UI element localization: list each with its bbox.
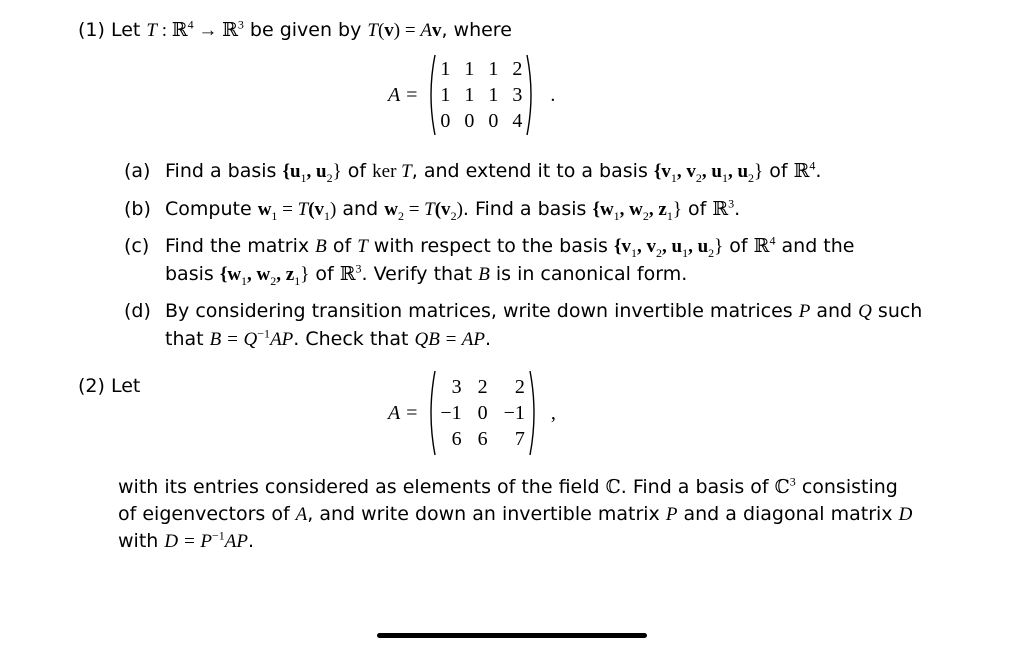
part-d-label: (d) — [124, 300, 151, 322]
part-d-text-line-1: By considering transition matrices, write down invertible matrices P and Q such — [165, 300, 923, 322]
matrix-entry: 0 — [464, 110, 475, 132]
matrix-entry: 3 — [512, 84, 523, 106]
matrix-a-1-entries — [440, 57, 522, 133]
matrix-entry: 0 — [440, 110, 451, 132]
problem-2-label: (2) — [78, 375, 105, 397]
matrix-entry: −1 — [503, 402, 525, 424]
matrix-entry: 0 — [477, 402, 488, 424]
matrix-a-1: A = 1 1 1 2 1 1 1 3 0 0 0 4 . — [388, 54, 555, 136]
matrix-entry: 4 — [512, 110, 523, 132]
matrix-entry: 2 — [477, 376, 488, 398]
part-c-label: (c) — [124, 235, 150, 257]
matrix-entry: 2 — [512, 58, 523, 80]
matrix-entry: 6 — [451, 428, 462, 450]
left-paren — [426, 370, 436, 456]
matrix-a-2: A = 3 2 2 −1 0 −1 6 6 7 , — [388, 370, 556, 456]
part-a-label: (a) — [124, 160, 151, 182]
matrix-entry: 1 — [464, 84, 475, 106]
right-paren — [526, 54, 536, 136]
part-b-label: (b) — [124, 198, 151, 220]
matrix-entry: 1 — [440, 84, 451, 106]
problem-2-intro: (2) Let — [78, 375, 141, 397]
matrix-entry: 7 — [514, 428, 525, 450]
home-indicator[interactable] — [377, 633, 647, 638]
part-c-text-line-1: Find the matrix B of T with respect to the basis {$v_1$, $v_2$, $u_1$, $u_2$} of ℝ$^4$ and the — [165, 233, 855, 260]
problem-1-label: (1) — [78, 19, 105, 41]
matrix-entry: 1 — [440, 58, 451, 80]
problem-1-intro: (1) Let T : ℝ$^4$ → ℝ$^3$ be given by T(v) = Av, where — [78, 17, 512, 41]
part-d-text-line-2: that $B = Q^{-1}AP$. Check that QB = AP. — [165, 326, 492, 350]
matrix-entry: 0 — [488, 110, 499, 132]
part-a-text: Find a basis {$u_1$, $u_2$} of ker T, and extend it to a basis {$v_1$, $v_2$, $u_1$, $u_2$} of ℝ$^4$. — [165, 158, 822, 185]
matrix-entry: −1 — [440, 402, 462, 424]
matrix-entry: 1 — [488, 84, 499, 106]
matrix-entry: 1 — [488, 58, 499, 80]
matrix-entry: 2 — [514, 376, 525, 398]
problem-2-text-line-2: of eigenvectors of A, and write down an invertible matrix P and a diagonal matrix D — [118, 503, 913, 525]
matrix-entry: 6 — [477, 428, 488, 450]
matrix-entry: 1 — [464, 58, 475, 80]
left-paren — [426, 54, 436, 136]
right-paren — [529, 370, 539, 456]
part-c-text-line-2: basis {$w_1$, $w_2$, $z_1$} of ℝ$^3$. Verify that B is in canonical form. — [165, 261, 688, 288]
matrix-a-2-entries — [440, 375, 525, 451]
problem-2-text-line-3: with $D = P^{-1}AP$. — [118, 528, 255, 552]
matrix-entry: 3 — [451, 376, 462, 398]
problem-2-text-line-1: with its entries considered as elements of the field ℂ. Find a basis of ℂ$^3$ consisting — [118, 474, 898, 498]
part-b-text: Compute $w_1 = T(v_1)$ and $w_2 = T(v_2)$. Find a basis {$w_1$, $w_2$, $z_1$} of ℝ$^3$. — [165, 196, 741, 223]
